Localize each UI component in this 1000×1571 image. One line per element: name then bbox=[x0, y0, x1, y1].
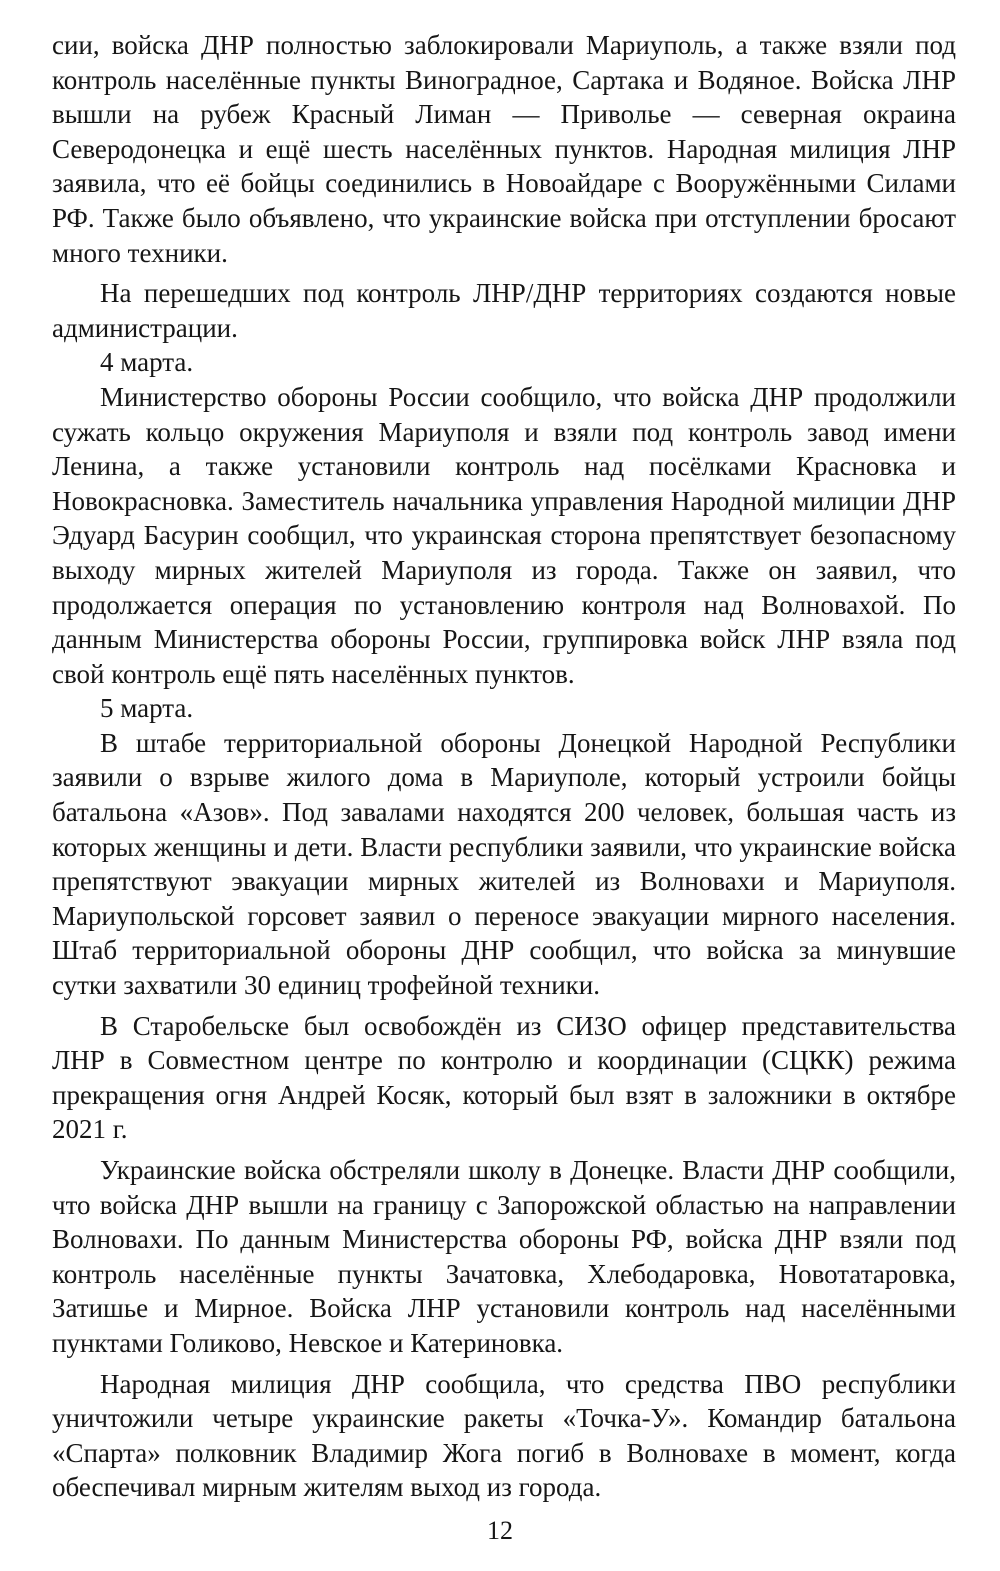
paragraph-continuation: сии, войска ДНР полностью заблокировали Мариуполь, а также взяли под контроль населённые пункты Виноградное, Сартака и Водяное. Войска ЛНР вышли на рубеж Красный Лиман — Приволье — северная окраина Северодонецка и ещё шесть населённых пунктов. Народная милиция ЛНР заявила, что её бойцы соединились в Новоайдаре с Вооружёнными Силами РФ. Также было объявлено, что украинские войска при отступлении бросают много техники. bbox=[52, 30, 956, 268]
page-body bbox=[52, 28, 956, 1505]
paragraph-starobelsk: В Старобельске был освобождён из СИЗО офицер представительства ЛНР в Совместном центре по контролю и координации (СЦКК) режима прекращения огня Андрей Косяк, который был взят в заложники в октябре 2021 г. bbox=[52, 1010, 956, 1145]
paragraph-air-defense: Народная милиция ДНР сообщила, что средства ПВО республики уничтожили четыре украинские ракеты «Точка-У». Командир батальона «Спарта» полковник Владимир Жога погиб в Волновахе в момент, когда обеспечивал мирным жителям выход из города. bbox=[52, 1368, 956, 1503]
date-heading-march-5: 5 марта. bbox=[100, 693, 194, 724]
paragraph-territorial-defense: В штабе территориальной обороны Донецкой Народной Республики заявили о взрыве жилого дома в Мариуполе, который устроили бойцы батальона «Азов». Под завалами находятся 200 человек, большая часть из которых женщины и дети. Власти республики заявили, что украинские войска препятствуют эвакуации мирных жителей из Волновахи и Мариуполя. Мариупольской горсовет заявил о переносе эвакуации мирного населения. Штаб территориальной обороны ДНР сообщил, что войска за минувшие сутки захватили 30 единиц трофейной техники. bbox=[52, 727, 956, 1001]
paragraph-ministry-defense: Министерство обороны России сообщило, что войска ДНР продолжили сужать кольцо окружения Мариуполя и взяли под контроль завод имени Ленина, а также установили контроль над посёлками Красновка и Новокрасновка. Заместитель начальника управления Народной милиции ДНР Эдуард Басурин сообщил, что украинская сторона препятствует безопасному выходу мирных жителей Мариуполя из города. Также он заявил, что продолжается операция по установлению контроля над Волновахой. По данным Министерства обороны России, группировка войск ЛНР взяла под свой контроль ещё пять населённых пунктов. bbox=[52, 381, 956, 689]
paragraph-donetsk-school: Украинские войска обстреляли школу в Донецке. Власти ДНР сообщили, что войска ДНР вышли на границу с Запорожской областью на направлении Волновахи. По данным Министерства обороны РФ, войска ДНР взяли под контроль населённые пункты Зачатовка, Хлебодаровка, Новотатаровка, Затишье и Мирное. Войска ЛНР установили контроль над населёнными пунктами Голиково, Невское и Катериновка. bbox=[52, 1155, 956, 1358]
date-heading-march-4: 4 марта. bbox=[100, 347, 194, 378]
page-number: 12 bbox=[487, 1516, 513, 1545]
paragraph-administrations: На перешедших под контроль ЛНР/ДНР территориях создаются новые администрации. bbox=[52, 278, 956, 343]
